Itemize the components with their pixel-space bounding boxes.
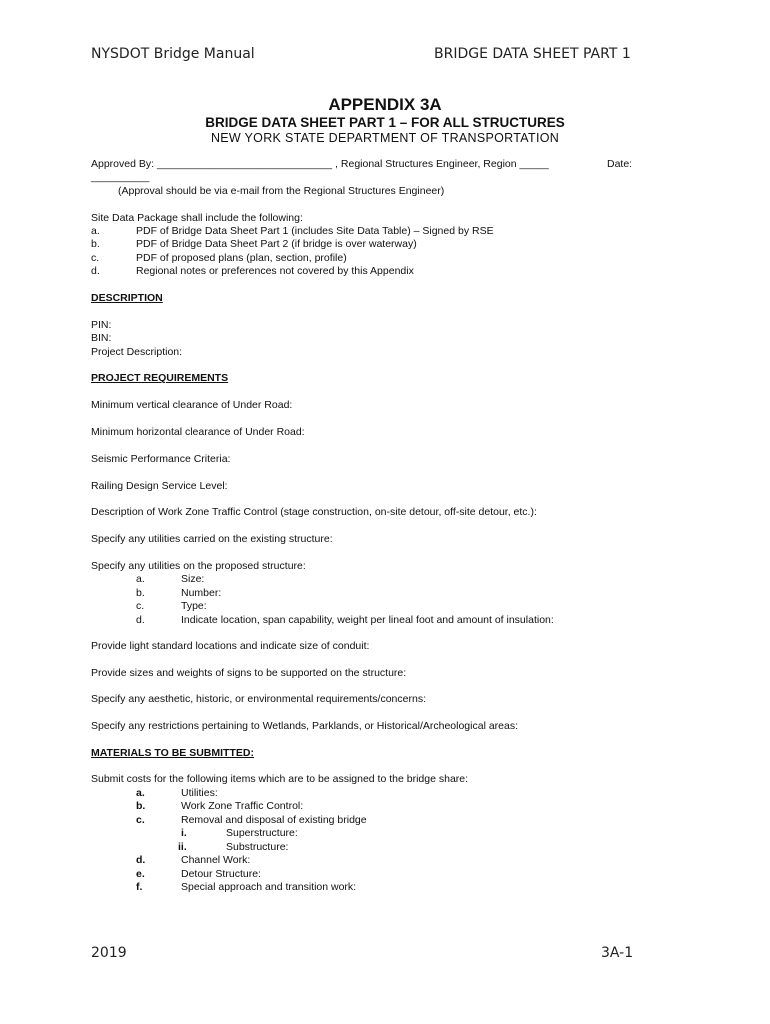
railing-level-label: Railing Design Service Level: — [91, 480, 228, 492]
materials-marker-c: c. — [136, 814, 145, 826]
site-package-marker-c: c. — [91, 252, 100, 264]
description-heading: DESCRIPTION — [91, 292, 163, 304]
utility-item-size: Size: — [181, 573, 205, 585]
light-standards-label: Provide light standard locations and indicate size of conduit: — [91, 640, 370, 652]
utilities-existing-label: Specify any utilities carried on the existing structure: — [91, 533, 333, 545]
materials-subitem-substructure: Substructure: — [226, 841, 289, 853]
materials-intro: Submit costs for the following items which are to be assigned to the bridge share: — [91, 773, 469, 785]
materials-marker-d: d. — [136, 854, 146, 866]
page-title: APPENDIX 3A — [328, 95, 442, 114]
site-package-item-b: PDF of Bridge Data Sheet Part 2 (if bridge is over waterway) — [136, 238, 417, 250]
project-description-label: Project Description: — [91, 346, 183, 358]
materials-subitem-marker-i: i. — [181, 827, 187, 839]
site-package-marker-b: b. — [91, 238, 100, 250]
materials-marker-a: a. — [136, 787, 145, 799]
site-package-marker-d: d. — [91, 265, 100, 277]
materials-marker-b: b. — [136, 800, 146, 812]
utility-item-number: Number: — [181, 587, 222, 599]
site-package-intro: Site Data Package shall include the following: — [91, 212, 303, 224]
materials-item-removal: Removal and disposal of existing bridge — [181, 814, 367, 826]
utility-marker-a: a. — [136, 573, 145, 585]
utility-marker-c: c. — [136, 600, 145, 612]
aesthetic-label: Specify any aesthetic, historic, or environmental requirements/concerns: — [91, 693, 426, 705]
materials-item-detour: Detour Structure: — [181, 868, 261, 880]
site-package-item-a: PDF of Bridge Data Sheet Part 1 (includes Site Data Table) – Signed by RSE — [136, 225, 494, 237]
requirements-heading: PROJECT REQUIREMENTS — [91, 372, 229, 384]
signs-label: Provide sizes and weights of signs to be supported on the structure: — [91, 667, 407, 679]
materials-item-channel: Channel Work: — [181, 854, 251, 866]
work-zone-label: Description of Work Zone Traffic Control (stage construction, on-site detour, off-site detour, etc.): — [91, 506, 537, 518]
materials-subitem-marker-ii: ii. — [178, 841, 187, 853]
materials-marker-e: e. — [136, 868, 145, 880]
site-package-item-c: PDF of proposed plans (plan, section, profile) — [136, 252, 347, 264]
footer-page-number: 3A-1 — [601, 945, 634, 961]
materials-item-approach: Special approach and transition work: — [181, 881, 357, 893]
vertical-clearance-label: Minimum vertical clearance of Under Road: — [91, 399, 293, 411]
approval-date-blank: __________ — [91, 171, 150, 183]
materials-heading: MATERIALS TO BE SUBMITTED: — [91, 747, 254, 759]
utility-item-type: Type: — [181, 600, 207, 612]
site-package-item-d: Regional notes or preferences not covered by this Appendix — [136, 265, 414, 277]
footer-year: 2019 — [91, 945, 127, 961]
approval-note: (Approval should be via e-mail from the Regional Structures Engineer) — [118, 185, 445, 197]
horizontal-clearance-label: Minimum horizontal clearance of Under Road: — [91, 426, 305, 438]
seismic-criteria-label: Seismic Performance Criteria: — [91, 453, 231, 465]
approval-date-label: Date: — [607, 158, 633, 170]
materials-item-work-zone: Work Zone Traffic Control: — [181, 800, 304, 812]
utility-marker-b: b. — [136, 587, 145, 599]
materials-subitem-superstructure: Superstructure: — [226, 827, 298, 839]
running-header-right: BRIDGE DATA SHEET PART 1 — [434, 46, 631, 62]
pin-label: PIN: — [91, 319, 112, 331]
utility-item-location: Indicate location, span capability, weight per lineal foot and amount of insulation: — [181, 614, 554, 626]
materials-item-utilities: Utilities: — [181, 787, 218, 799]
materials-marker-f: f. — [136, 881, 143, 893]
bin-label: BIN: — [91, 332, 112, 344]
running-header-left: NYSDOT Bridge Manual — [91, 46, 255, 62]
utilities-proposed-label: Specify any utilities on the proposed structure: — [91, 560, 306, 572]
utility-marker-d: d. — [136, 614, 145, 626]
approval-line: Approved By: ______________________________ , Regional Structures Engineer, Region _____ — [91, 158, 549, 170]
agency-name: NEW YORK STATE DEPARTMENT OF TRANSPORTATION — [210, 131, 560, 145]
site-package-marker-a: a. — [91, 225, 100, 237]
page-subtitle: BRIDGE DATA SHEET PART 1 – FOR ALL STRUCTURES — [205, 115, 565, 130]
restrictions-label: Specify any restrictions pertaining to Wetlands, Parklands, or Historical/Archeological areas: — [91, 720, 519, 732]
